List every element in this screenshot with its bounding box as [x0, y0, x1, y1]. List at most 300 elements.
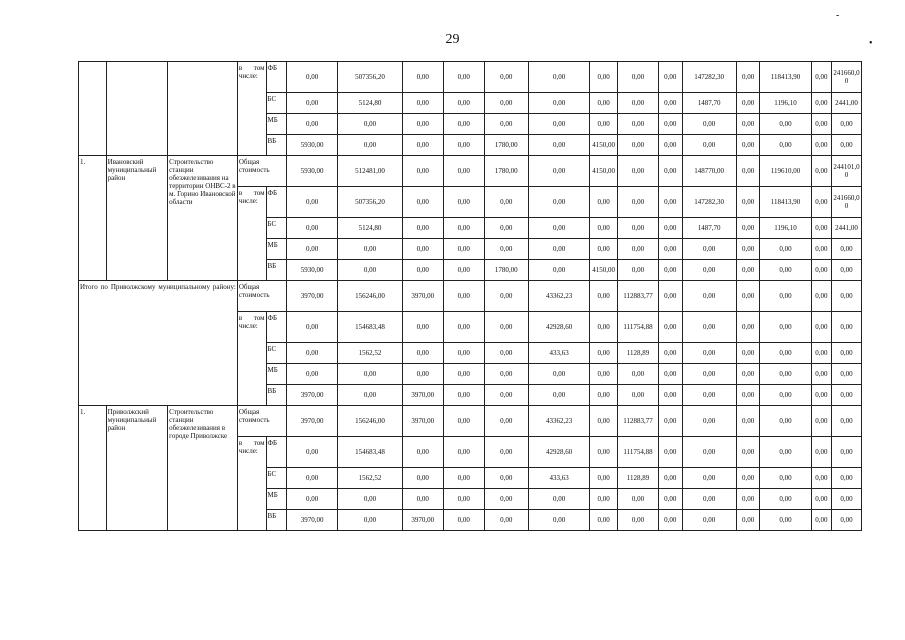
value-cell: 156246,00: [338, 281, 403, 312]
value-cell: 0,00: [338, 135, 403, 156]
value-cell: 0,00: [443, 239, 484, 260]
value-cell: 0,00: [402, 187, 443, 218]
source-code: ВБ: [266, 510, 286, 531]
value-cell: 0,00: [811, 312, 831, 343]
value-cell: 0,00: [682, 489, 736, 510]
value-cell: 0,00: [443, 468, 484, 489]
value-cell: 0,00: [484, 281, 528, 312]
value-cell: 0,00: [287, 312, 338, 343]
value-cell: 244101,00: [832, 156, 862, 187]
value-cell: 154683,48: [338, 437, 403, 468]
value-cell: 0,00: [590, 114, 618, 135]
value-cell: 0,00: [736, 343, 760, 364]
value-cell: 1780,00: [484, 135, 528, 156]
value-cell: 0,00: [832, 135, 862, 156]
value-cell: 0,00: [736, 218, 760, 239]
value-cell: 0,00: [832, 364, 862, 385]
value-cell: 0,00: [811, 364, 831, 385]
value-cell: 0,00: [811, 114, 831, 135]
value-cell: 0,00: [760, 489, 811, 510]
value-cell: 0,00: [402, 114, 443, 135]
value-cell: 42928,60: [528, 437, 589, 468]
value-cell: 0,00: [736, 62, 760, 93]
value-cell: 0,00: [443, 156, 484, 187]
value-cell: 507356,20: [338, 62, 403, 93]
value-cell: 0,00: [338, 260, 403, 281]
value-cell: 119610,00: [760, 156, 811, 187]
value-cell: 154683,48: [338, 312, 403, 343]
total-label: Общая стоимость: [237, 281, 286, 312]
value-cell: 0,00: [402, 312, 443, 343]
value-cell: 0,00: [811, 93, 831, 114]
value-cell: 0,00: [736, 239, 760, 260]
value-cell: 112883,77: [617, 281, 658, 312]
value-cell: 0,00: [287, 187, 338, 218]
value-cell: 0,00: [528, 489, 589, 510]
value-cell: 4150,00: [590, 260, 618, 281]
value-cell: 1196,10: [760, 218, 811, 239]
value-cell: 0,00: [658, 135, 682, 156]
value-cell: 3970,00: [287, 385, 338, 406]
value-cell: 0,00: [590, 281, 618, 312]
value-cell: 0,00: [682, 510, 736, 531]
value-cell: 0,00: [484, 406, 528, 437]
category-label: в том числе:: [237, 62, 266, 156]
value-cell: 0,00: [682, 364, 736, 385]
value-cell: 3970,00: [287, 281, 338, 312]
value-cell: 0,00: [484, 489, 528, 510]
value-cell: 0,00: [658, 406, 682, 437]
value-cell: 3970,00: [402, 406, 443, 437]
value-cell: 3970,00: [402, 510, 443, 531]
source-code: МБ: [266, 364, 286, 385]
value-cell: 0,00: [443, 187, 484, 218]
value-cell: 0,00: [443, 343, 484, 364]
value-cell: 0,00: [658, 468, 682, 489]
value-cell: 5930,00: [287, 156, 338, 187]
value-cell: 0,00: [484, 114, 528, 135]
value-cell: 0,00: [338, 239, 403, 260]
value-cell: 507356,20: [338, 187, 403, 218]
value-cell: 0,00: [528, 156, 589, 187]
value-cell: 0,00: [443, 385, 484, 406]
value-cell: 0,00: [338, 364, 403, 385]
source-code: БС: [266, 343, 286, 364]
value-cell: 0,00: [658, 437, 682, 468]
value-cell: 0,00: [590, 93, 618, 114]
value-cell: 0,00: [760, 114, 811, 135]
source-code: ФБ: [266, 312, 286, 343]
value-cell: 0,00: [658, 93, 682, 114]
value-cell: 0,00: [443, 510, 484, 531]
value-cell: 241660,00: [832, 187, 862, 218]
value-cell: 1487,70: [682, 93, 736, 114]
value-cell: 0,00: [443, 312, 484, 343]
value-cell: 0,00: [528, 364, 589, 385]
value-cell: 0,00: [338, 510, 403, 531]
value-cell: 0,00: [682, 385, 736, 406]
source-code: БС: [266, 93, 286, 114]
value-cell: 1128,89: [617, 468, 658, 489]
table-row: [79, 62, 862, 93]
value-cell: 0,00: [484, 93, 528, 114]
value-cell: 0,00: [736, 114, 760, 135]
value-cell: 0,00: [617, 385, 658, 406]
value-cell: 0,00: [402, 468, 443, 489]
value-cell: 1562,52: [338, 343, 403, 364]
value-cell: 0,00: [736, 312, 760, 343]
total-label: Общая стоимость: [237, 156, 286, 187]
value-cell: 0,00: [287, 62, 338, 93]
value-cell: 0,00: [832, 281, 862, 312]
object-name: [168, 62, 238, 156]
value-cell: 0,00: [402, 364, 443, 385]
value-cell: 0,00: [402, 135, 443, 156]
value-cell: 1196,10: [760, 93, 811, 114]
table-row: [79, 156, 862, 187]
value-cell: 0,00: [443, 364, 484, 385]
value-cell: 0,00: [338, 489, 403, 510]
value-cell: 0,00: [402, 489, 443, 510]
value-cell: 0,00: [484, 343, 528, 364]
budget-table: [78, 61, 862, 531]
source-code: БС: [266, 218, 286, 239]
value-cell: 0,00: [443, 93, 484, 114]
value-cell: 0,00: [287, 93, 338, 114]
value-cell: 0,00: [832, 468, 862, 489]
value-cell: 0,00: [760, 239, 811, 260]
scan-mark: •: [869, 38, 873, 49]
value-cell: 1780,00: [484, 156, 528, 187]
value-cell: 0,00: [528, 114, 589, 135]
value-cell: 0,00: [617, 187, 658, 218]
value-cell: 0,00: [443, 437, 484, 468]
value-cell: 0,00: [811, 437, 831, 468]
value-cell: 0,00: [682, 312, 736, 343]
value-cell: 433,63: [528, 468, 589, 489]
value-cell: 3970,00: [402, 281, 443, 312]
value-cell: 118413,90: [760, 187, 811, 218]
value-cell: 0,00: [736, 135, 760, 156]
value-cell: 0,00: [658, 343, 682, 364]
value-cell: 43362,23: [528, 281, 589, 312]
value-cell: 0,00: [736, 385, 760, 406]
value-cell: 0,00: [682, 114, 736, 135]
value-cell: 1780,00: [484, 260, 528, 281]
value-cell: 0,00: [528, 187, 589, 218]
value-cell: 0,00: [402, 218, 443, 239]
value-cell: 0,00: [832, 510, 862, 531]
value-cell: 0,00: [443, 281, 484, 312]
value-cell: 0,00: [484, 239, 528, 260]
value-cell: 0,00: [736, 156, 760, 187]
value-cell: 3970,00: [287, 406, 338, 437]
value-cell: 0,00: [617, 135, 658, 156]
value-cell: 0,00: [736, 510, 760, 531]
value-cell: 3970,00: [402, 385, 443, 406]
value-cell: 0,00: [811, 468, 831, 489]
value-cell: 0,00: [287, 489, 338, 510]
value-cell: 0,00: [658, 187, 682, 218]
value-cell: 0,00: [736, 468, 760, 489]
value-cell: 0,00: [736, 364, 760, 385]
value-cell: 118413,90: [760, 62, 811, 93]
value-cell: 0,00: [832, 239, 862, 260]
value-cell: 0,00: [590, 62, 618, 93]
value-cell: 0,00: [682, 239, 736, 260]
value-cell: 0,00: [484, 364, 528, 385]
value-cell: 0,00: [590, 187, 618, 218]
value-cell: 0,00: [338, 385, 403, 406]
value-cell: 0,00: [402, 437, 443, 468]
value-cell: 111754,88: [617, 312, 658, 343]
value-cell: 0,00: [811, 510, 831, 531]
value-cell: 0,00: [658, 114, 682, 135]
value-cell: 0,00: [590, 364, 618, 385]
value-cell: 0,00: [811, 156, 831, 187]
value-cell: 0,00: [736, 93, 760, 114]
value-cell: 0,00: [528, 510, 589, 531]
value-cell: 0,00: [832, 489, 862, 510]
value-cell: 0,00: [736, 281, 760, 312]
value-cell: 0,00: [736, 406, 760, 437]
value-cell: 0,00: [760, 364, 811, 385]
value-cell: 0,00: [832, 260, 862, 281]
value-cell: 0,00: [484, 468, 528, 489]
value-cell: 0,00: [443, 114, 484, 135]
source-code: ВБ: [266, 135, 286, 156]
source-code: МБ: [266, 114, 286, 135]
value-cell: 0,00: [402, 343, 443, 364]
value-cell: 0,00: [760, 437, 811, 468]
district-name: Приволжский муниципальный район: [106, 406, 167, 531]
total-label: Общая стоимость: [237, 406, 286, 437]
value-cell: 0,00: [811, 385, 831, 406]
table-body: [79, 62, 862, 531]
value-cell: 148770,00: [682, 156, 736, 187]
value-cell: 0,00: [682, 343, 736, 364]
value-cell: 0,00: [287, 437, 338, 468]
district-name: Ивановский муниципальный район: [106, 156, 167, 281]
value-cell: 0,00: [443, 489, 484, 510]
table-row: [79, 281, 862, 312]
value-cell: 0,00: [484, 62, 528, 93]
value-cell: 0,00: [682, 406, 736, 437]
value-cell: 433,63: [528, 343, 589, 364]
value-cell: 0,00: [811, 187, 831, 218]
value-cell: 5124,80: [338, 218, 403, 239]
value-cell: 0,00: [617, 114, 658, 135]
value-cell: 0,00: [528, 218, 589, 239]
value-cell: 0,00: [590, 312, 618, 343]
value-cell: 2441,00: [832, 93, 862, 114]
value-cell: 0,00: [590, 406, 618, 437]
table-row: [79, 406, 862, 437]
value-cell: 0,00: [811, 218, 831, 239]
value-cell: 0,00: [832, 385, 862, 406]
value-cell: 0,00: [811, 406, 831, 437]
value-cell: 0,00: [617, 93, 658, 114]
value-cell: 0,00: [528, 93, 589, 114]
row-number: 1.: [79, 406, 107, 531]
value-cell: 0,00: [658, 364, 682, 385]
value-cell: 0,00: [590, 343, 618, 364]
value-cell: 147282,30: [682, 62, 736, 93]
source-code: БС: [266, 468, 286, 489]
value-cell: 0,00: [832, 406, 862, 437]
object-name: Строительство станции обезжелезивания в городе Приволжске: [168, 406, 238, 531]
source-code: ФБ: [266, 187, 286, 218]
value-cell: 0,00: [682, 437, 736, 468]
value-cell: 0,00: [658, 385, 682, 406]
value-cell: 0,00: [402, 156, 443, 187]
value-cell: 0,00: [682, 468, 736, 489]
value-cell: 0,00: [760, 135, 811, 156]
value-cell: 0,00: [811, 489, 831, 510]
value-cell: 0,00: [760, 385, 811, 406]
value-cell: 0,00: [484, 510, 528, 531]
value-cell: 4150,00: [590, 135, 618, 156]
value-cell: 0,00: [443, 260, 484, 281]
value-cell: 0,00: [760, 343, 811, 364]
value-cell: 1487,70: [682, 218, 736, 239]
value-cell: 0,00: [617, 364, 658, 385]
value-cell: 0,00: [402, 260, 443, 281]
value-cell: 111754,88: [617, 437, 658, 468]
value-cell: 0,00: [590, 468, 618, 489]
value-cell: 0,00: [760, 260, 811, 281]
value-cell: 0,00: [590, 437, 618, 468]
value-cell: 156246,00: [338, 406, 403, 437]
value-cell: 0,00: [760, 281, 811, 312]
value-cell: 112883,77: [617, 406, 658, 437]
value-cell: 0,00: [443, 135, 484, 156]
value-cell: 0,00: [528, 385, 589, 406]
value-cell: 42928,60: [528, 312, 589, 343]
value-cell: 0,00: [617, 489, 658, 510]
value-cell: 0,00: [736, 187, 760, 218]
value-cell: 0,00: [832, 437, 862, 468]
value-cell: 0,00: [811, 343, 831, 364]
value-cell: 0,00: [443, 218, 484, 239]
value-cell: 0,00: [682, 135, 736, 156]
value-cell: 0,00: [590, 489, 618, 510]
source-code: ВБ: [266, 385, 286, 406]
value-cell: 0,00: [287, 218, 338, 239]
value-cell: 0,00: [682, 281, 736, 312]
value-cell: 0,00: [287, 343, 338, 364]
value-cell: 0,00: [832, 343, 862, 364]
value-cell: 0,00: [811, 135, 831, 156]
value-cell: 0,00: [682, 260, 736, 281]
value-cell: 43362,23: [528, 406, 589, 437]
value-cell: 0,00: [658, 156, 682, 187]
value-cell: 0,00: [528, 260, 589, 281]
value-cell: 0,00: [590, 239, 618, 260]
category-label: в том числе:: [237, 312, 266, 406]
value-cell: 0,00: [590, 510, 618, 531]
value-cell: 3970,00: [287, 510, 338, 531]
value-cell: 0,00: [760, 510, 811, 531]
value-cell: 0,00: [658, 281, 682, 312]
value-cell: 0,00: [811, 260, 831, 281]
value-cell: 0,00: [658, 489, 682, 510]
value-cell: 0,00: [760, 312, 811, 343]
value-cell: 4150,00: [590, 156, 618, 187]
value-cell: 1562,52: [338, 468, 403, 489]
source-code: МБ: [266, 239, 286, 260]
value-cell: 0,00: [811, 62, 831, 93]
value-cell: 0,00: [617, 239, 658, 260]
scan-mark: -: [836, 10, 840, 21]
value-cell: 0,00: [338, 114, 403, 135]
source-code: МБ: [266, 489, 286, 510]
value-cell: 0,00: [736, 437, 760, 468]
value-cell: 0,00: [811, 239, 831, 260]
value-cell: 0,00: [617, 156, 658, 187]
value-cell: 0,00: [528, 135, 589, 156]
value-cell: 0,00: [832, 114, 862, 135]
value-cell: 0,00: [736, 489, 760, 510]
category-label: в том числе:: [237, 437, 266, 531]
value-cell: 0,00: [528, 62, 589, 93]
value-cell: 5930,00: [287, 260, 338, 281]
value-cell: 0,00: [617, 510, 658, 531]
district-name: [106, 62, 167, 156]
value-cell: 5930,00: [287, 135, 338, 156]
value-cell: 0,00: [287, 239, 338, 260]
value-cell: 2441,00: [832, 218, 862, 239]
row-number: 1.: [79, 156, 107, 281]
value-cell: 0,00: [760, 406, 811, 437]
value-cell: 0,00: [484, 312, 528, 343]
page-number: 29: [445, 32, 460, 47]
value-cell: 0,00: [760, 468, 811, 489]
value-cell: 0,00: [658, 62, 682, 93]
summary-label: Итого по Приволжскому муниципальному району:: [79, 281, 238, 406]
value-cell: 5124,80: [338, 93, 403, 114]
value-cell: 1128,89: [617, 343, 658, 364]
value-cell: 0,00: [528, 239, 589, 260]
value-cell: 0,00: [658, 312, 682, 343]
value-cell: 0,00: [287, 468, 338, 489]
value-cell: 512481,00: [338, 156, 403, 187]
value-cell: 0,00: [484, 187, 528, 218]
row-number: [79, 62, 107, 156]
value-cell: 0,00: [484, 385, 528, 406]
value-cell: 0,00: [811, 281, 831, 312]
source-code: ВБ: [266, 260, 286, 281]
value-cell: 241660,00: [832, 62, 862, 93]
value-cell: 0,00: [590, 385, 618, 406]
value-cell: 0,00: [402, 239, 443, 260]
value-cell: 0,00: [617, 260, 658, 281]
value-cell: 0,00: [443, 406, 484, 437]
category-label: в том числе:: [237, 187, 266, 281]
source-code: ФБ: [266, 437, 286, 468]
object-name: Строительство станции обезжелезивания на территории ОНВС-2 в м. Горино Ивановской области: [168, 156, 238, 281]
value-cell: 0,00: [484, 437, 528, 468]
value-cell: 0,00: [832, 312, 862, 343]
value-cell: 0,00: [402, 93, 443, 114]
value-cell: 0,00: [658, 510, 682, 531]
value-cell: 0,00: [443, 62, 484, 93]
value-cell: 0,00: [402, 62, 443, 93]
value-cell: 147282,30: [682, 187, 736, 218]
source-code: ФБ: [266, 62, 286, 93]
value-cell: 0,00: [658, 260, 682, 281]
value-cell: 0,00: [287, 364, 338, 385]
